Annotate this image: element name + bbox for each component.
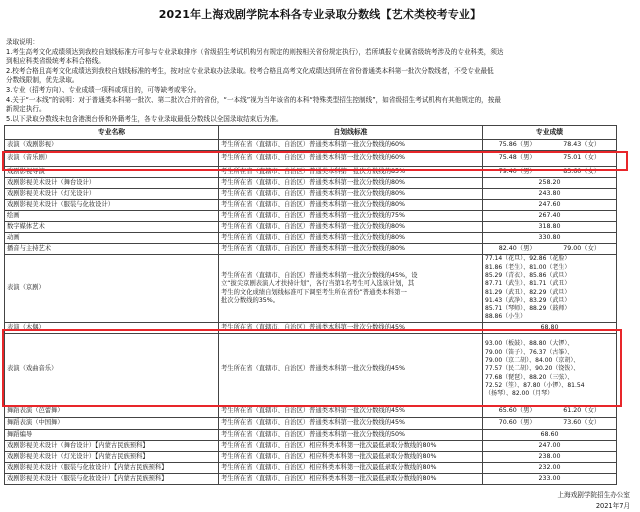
major-name: 戏剧影视美术设计（服装与化妆设计）【内蒙古民族预科】 <box>5 474 219 485</box>
major-score: 233.00 <box>483 474 617 485</box>
major-name: 戏剧影视美术设计（灯光设计） <box>5 189 219 200</box>
major-name: 舞蹈编导 <box>5 430 219 441</box>
score-standard: 考生所在省（直辖市、自治区）普通类本科第一批次分数线的45% <box>219 334 483 406</box>
table-row <box>5 151 617 167</box>
major-name: 表演（戏剧影视） <box>5 140 219 151</box>
score-line: 79.00（京二胡）、84.00（京胡）、 <box>485 357 580 365</box>
score-item: 92.86（花脸） <box>529 255 571 263</box>
score-standard <box>219 255 483 323</box>
notes-line: 新规定执行。 <box>6 105 46 114</box>
table-row <box>5 211 617 222</box>
score-male: 75.86（男） <box>498 140 536 148</box>
score-standard: 考生所在省（直辖市、自治区）普通类本科第一批次分数线的80% <box>219 233 483 244</box>
score-female: 79.00（女） <box>563 244 601 252</box>
score-item: 81.71（武丑） <box>529 280 571 288</box>
score-standard: 考生所在省（直辖市、自治区）普通类本科第一批次分数线的80% <box>219 222 483 233</box>
score-standard: 考生所在省（直辖市、自治区）普通类本科第一批次分数线的80% <box>219 244 483 255</box>
score-male: 65.60（男） <box>498 407 536 415</box>
score-item: 85.29（青衣） <box>485 271 524 279</box>
score-item: 88.29（鼓师） <box>529 305 571 313</box>
score-standard: 考生所在省（直辖市、自治区）普通类本科第一批次分数线的85% <box>219 167 483 178</box>
score-standard: 考生所在省（直辖市、自治区）相应科类本科第一批次最低录取分数线的80% <box>219 463 483 474</box>
notes-line: 3.专业（招考方向）、专业成绩一项科或项目的，可等缺考或零分。 <box>6 85 201 94</box>
table-row <box>5 418 617 430</box>
major-name: 戏剧影视美术设计（舞台设计） <box>5 178 219 189</box>
score-line: 77.68（琵琶）、88.20（三弦）、 <box>485 373 574 381</box>
score-male: 75.48（男） <box>498 154 536 162</box>
table-row <box>5 323 617 334</box>
major-score <box>483 151 617 167</box>
standard-line: 考生的文化成绩自划线标准可下调至考生所在省份”普通类本科第一 <box>221 288 407 296</box>
score-standard: 考生所在省（直辖市、自治区）普通类本科第一批次分数线的80% <box>219 189 483 200</box>
major-name: 绘画 <box>5 211 219 222</box>
score-male: 82.40（男） <box>498 244 536 252</box>
score-line <box>485 313 614 321</box>
score-line: 85.71（琴师）、88.29（鼓师） <box>485 305 571 313</box>
notes-line: 到相应科类省级统考本科合格线。 <box>6 57 105 66</box>
score-item: 87.71（武生） <box>485 280 524 288</box>
major-score <box>483 244 617 255</box>
score-item: 88.86（小生） <box>485 313 527 321</box>
table-row <box>5 178 617 189</box>
header-major: 专业名称 <box>5 126 219 140</box>
table-row <box>5 452 617 463</box>
major-name: 舞蹈表演（芭蕾舞） <box>5 406 219 418</box>
score-item: 85.86（武旦） <box>529 271 571 279</box>
table-row-jingju <box>5 255 617 323</box>
major-name: 戏剧影视美术设计（服装与化妆设计） <box>5 200 219 211</box>
score-standard: 考生所在省（直辖市、自治区）普通类本科第一批次分数线的80% <box>219 200 483 211</box>
score-standard: 考生所在省（直辖市、自治区）普通类本科第一批次分数线的50% <box>219 430 483 441</box>
major-name: 表演（木偶） <box>5 323 219 334</box>
major-score: 243.80 <box>483 189 617 200</box>
major-name: 戏剧影视美术设计（舞台设计）【内蒙古民族预科】 <box>5 441 219 452</box>
major-score: 330.80 <box>483 233 617 244</box>
major-score: 68.80 <box>483 323 617 334</box>
table-row <box>5 406 617 418</box>
standard-line: 批次分数线的35%。 <box>221 296 280 304</box>
table-row-xiqu <box>5 334 617 406</box>
score-line: 87.71（武生）、81.71（武丑） <box>485 280 571 288</box>
major-score: 318.80 <box>483 222 617 233</box>
footer-date: 2021年7月 <box>595 502 630 510</box>
major-name: 表演（京剧） <box>5 255 219 323</box>
score-standard: 考生所在省（直辖市、自治区）相应科类本科第一批次最低录取分数线的80% <box>219 474 483 485</box>
table-header-row <box>5 126 617 140</box>
score-line: （扬琴）、82.00（月琴） <box>485 390 554 398</box>
score-female: 61.20（女） <box>563 407 601 415</box>
major-score <box>483 255 617 323</box>
table-row <box>5 167 617 178</box>
major-name: 舞蹈表演（中国舞） <box>5 418 219 430</box>
score-standard: 考生所在省（直辖市、自治区）普通类本科第一批次分数线的75% <box>219 211 483 222</box>
score-female: 73.60（女） <box>563 419 601 427</box>
score-standard: 考生所在省（直辖市、自治区）相应科类本科第一批次最低录取分数线的80% <box>219 452 483 463</box>
major-score: 247.00 <box>483 441 617 452</box>
major-score: 267.40 <box>483 211 617 222</box>
score-standard: 考生所在省（直辖市、自治区）普通类本科第一批次分数线的60% <box>219 151 483 167</box>
major-name: 戏剧影视美术设计（服装与化妆设计）【内蒙古民族预科】 <box>5 463 219 474</box>
header-standard: 自划线标准 <box>219 126 483 140</box>
notes-line: 1.考生高考文化成绩须达到我校自划线标准方可参与专业录取排序（省级招生考试机构另有规定的则按相关省份规定执行），若所填报专业属省级统考涉及的专业科类，须达 <box>6 47 504 56</box>
score-item: 83.29（武旦） <box>529 296 571 304</box>
score-female: 78.43（女） <box>563 140 601 148</box>
score-item: 91.43（武净） <box>485 296 524 304</box>
score-line: 81.86（老生）、81.00（老生） <box>485 263 571 271</box>
score-item: 81.00（老生） <box>529 263 571 271</box>
major-score: 238.00 <box>483 452 617 463</box>
standard-line: 考生所在省（直辖市、自治区）普通类本科第一批次分数线的45%，设 <box>221 271 418 279</box>
notes-line: 录取说明： <box>6 38 39 46</box>
score-item: 81.29（武丑） <box>485 288 524 296</box>
major-name: 数字媒体艺术 <box>5 222 219 233</box>
score-line: 81.29（武丑）、82.29（武旦） <box>485 288 571 296</box>
score-item: 77.14（花旦） <box>485 255 524 263</box>
score-line: 72.52（笙）、87.80（小锣）、81.54 <box>485 381 585 389</box>
score-item: 81.86（老生） <box>485 263 524 271</box>
score-line: 91.43（武净）、83.29（武旦） <box>485 296 571 304</box>
table-row <box>5 441 617 452</box>
major-name: 表演（戏曲音乐） <box>5 334 219 406</box>
score-female: 83.60（女） <box>563 167 601 175</box>
table-row <box>5 244 617 255</box>
score-item: 82.29（武旦） <box>529 288 571 296</box>
major-name: 戏剧影视美术设计（灯光设计）【内蒙古民族预科】 <box>5 452 219 463</box>
score-standard: 考生所在省（直辖市、自治区）普通类本科第一批次分数线的60% <box>219 140 483 151</box>
table-row <box>5 140 617 151</box>
major-score <box>483 406 617 418</box>
table-row <box>5 430 617 441</box>
admission-notes <box>6 38 634 124</box>
score-line: 85.29（青衣）、85.86（武旦） <box>485 271 571 279</box>
score-table <box>4 125 617 485</box>
major-score <box>483 334 617 406</box>
table-row <box>5 222 617 233</box>
score-line: 79.00（笛子）、76.37（古筝）、 <box>485 348 574 356</box>
score-standard: 考生所在省（直辖市、自治区）普通类本科第一批次分数线的45% <box>219 418 483 430</box>
major-name: 戏剧影视导演 <box>5 167 219 178</box>
notes-line: 4.关于“一本线”的说明：对于普通类本科第一批次、第二批次合并的省份，“一本线”视为当年该省的本科“特殊类型招生控制线”，如省级招生考试机构有其他规定的，按最 <box>6 95 501 104</box>
score-male: 70.60（男） <box>498 419 536 427</box>
table-row <box>5 233 617 244</box>
table-row <box>5 189 617 200</box>
footer-office: 上海戏剧学院招生办公室 <box>557 491 630 499</box>
notes-line: 2.校考合格且高考文化成绩达到我校自划线标准的考生，按对应专业录取办法录取。校考合格且高考文化成绩达到所在省份普通类本科第一批次分数线者，不受专业最低 <box>6 66 494 75</box>
score-line: 77.14（花旦）、92.86（花脸） <box>485 255 571 263</box>
major-name: 动画 <box>5 233 219 244</box>
standard-line: 立“拔尖京剧表演人才扶持计划”，各行当第1名考生可入选该计划，其 <box>221 280 415 288</box>
table-row <box>5 463 617 474</box>
score-line: 93.00（板鼓）、88.80（大锣）、 <box>485 340 574 348</box>
major-score: 68.60 <box>483 430 617 441</box>
major-score: 232.00 <box>483 463 617 474</box>
major-score: 258.20 <box>483 178 617 189</box>
score-line: 77.57（民二胡）、90.20（铙钹）、 <box>485 365 580 373</box>
score-standard: 考生所在省（直辖市、自治区）普通类本科第一批次分数线的45% <box>219 323 483 334</box>
major-score: 247.60 <box>483 200 617 211</box>
table-row <box>5 474 617 485</box>
notes-line: 5.以下录取分数线未包含港澳台侨和外籍考生，各专业录取最低分数线以全国录取结束后为准。 <box>6 114 283 123</box>
major-name: 播音与主持艺术 <box>5 244 219 255</box>
major-name: 表演（音乐剧） <box>5 151 219 167</box>
score-standard: 考生所在省（直辖市、自治区）普通类本科第一批次分数线的45% <box>219 406 483 418</box>
score-male: 79.40（男） <box>498 167 536 175</box>
score-standard: 考生所在省（直辖市、自治区）相应科类本科第一批次最低录取分数线的80% <box>219 441 483 452</box>
page-title: 2021年上海戏剧学院本科各专业录取分数线【艺术类校考专业】 <box>158 8 482 21</box>
header-score: 专业成绩 <box>483 126 617 140</box>
score-item: 85.71（琴师） <box>485 305 524 313</box>
score-female: 75.01（女） <box>563 154 601 162</box>
score-standard: 考生所在省（直辖市、自治区）普通类本科第一批次分数线的80% <box>219 178 483 189</box>
major-score <box>483 140 617 151</box>
major-score <box>483 418 617 430</box>
major-score <box>483 167 617 178</box>
table-row <box>5 200 617 211</box>
notes-line: 分数线限制，优先录取。 <box>6 76 79 85</box>
